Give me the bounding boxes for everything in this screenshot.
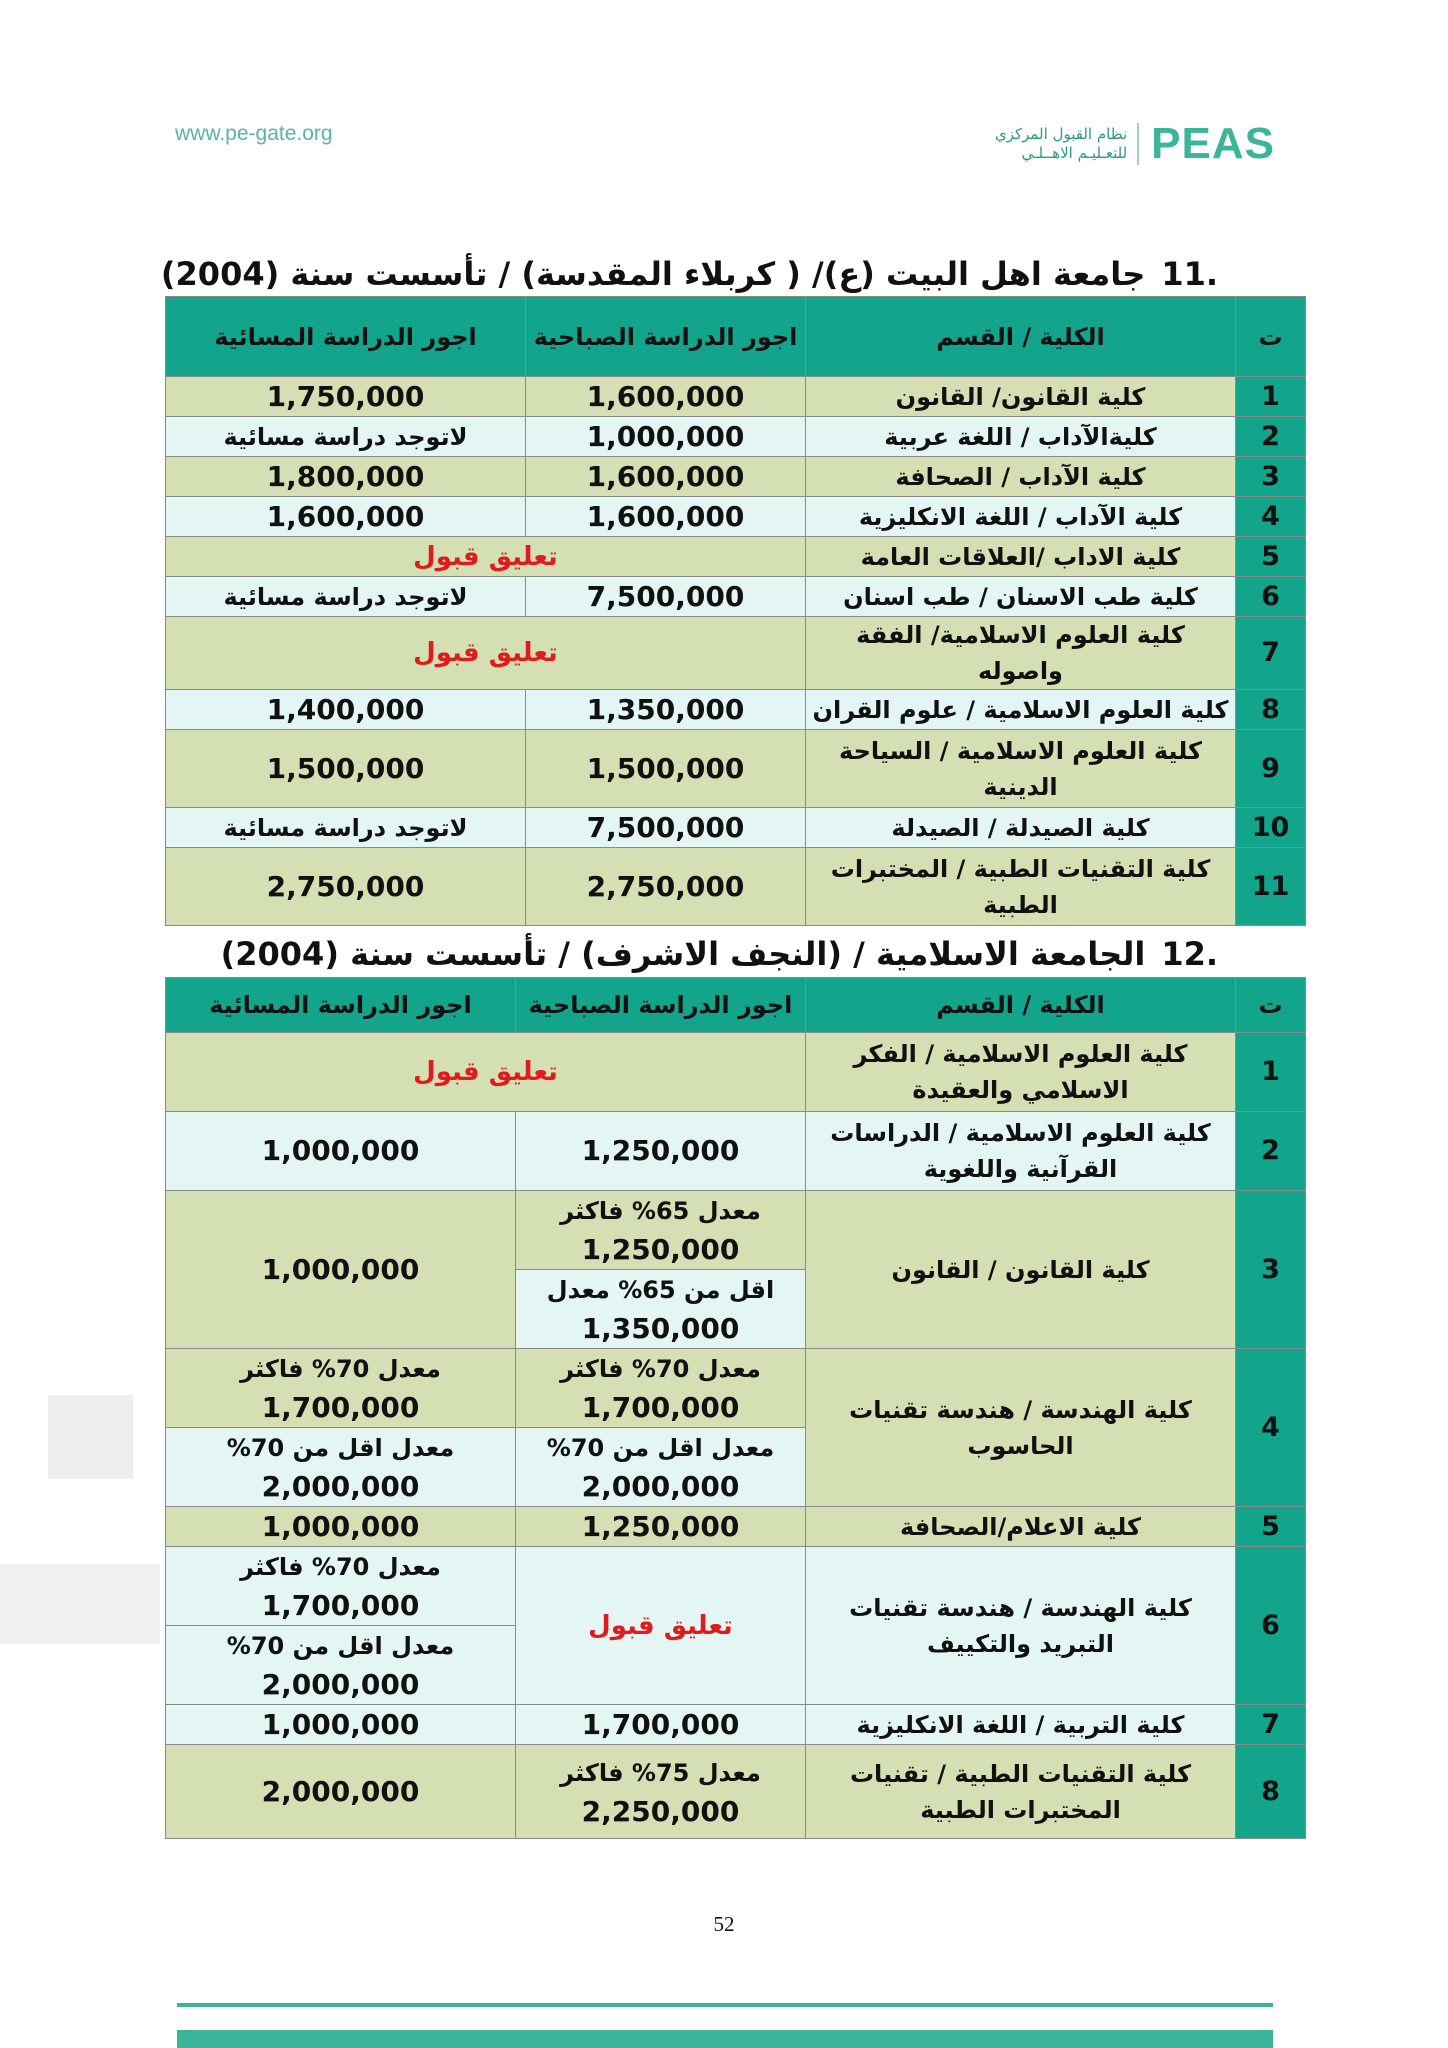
decorative-gray-block — [48, 1395, 133, 1479]
row-number: 1 — [1236, 377, 1306, 417]
row-number: 3 — [1236, 457, 1306, 497]
header-serial: ت — [1236, 297, 1306, 377]
morning-fee-tier — [516, 1745, 806, 1839]
college-cell: كلية التربية / اللغة الانكليزية — [806, 1705, 1236, 1745]
morning-fee: 7,500,000 — [526, 577, 806, 617]
college-cell: كلية الاداب /العلاقات العامة — [806, 537, 1236, 577]
section-12-title — [221, 934, 1218, 974]
evening-fee: 1,800,000 — [166, 457, 526, 497]
college-cell: كلية الاعلام/الصحافة — [806, 1507, 1236, 1547]
row-number: 6 — [1236, 1547, 1306, 1705]
table-row — [166, 1033, 1306, 1112]
row-number: 2 — [1236, 1112, 1306, 1191]
evening-fee-tier — [166, 1547, 516, 1626]
evening-fee: 2,000,000 — [166, 1745, 516, 1839]
tier-label: معدل 70% فاكثر — [240, 1355, 441, 1383]
morning-fee: 1,700,000 — [516, 1705, 806, 1745]
tier-amount: 1,700,000 — [581, 1391, 740, 1424]
table-row — [166, 1349, 1306, 1428]
tier-amount: 2,250,000 — [581, 1794, 740, 1828]
morning-fee-tier — [516, 1191, 806, 1270]
college-cell: كلية العلوم الاسلامية/ الفقة واصوله — [806, 617, 1236, 690]
tier-amount: 1,250,000 — [581, 1233, 740, 1266]
section-number: .12 — [1161, 935, 1218, 973]
evening-fee-tier — [166, 1626, 516, 1705]
evening-fee: 1,500,000 — [166, 730, 526, 808]
college-cell: كلية الآداب / اللغة الانكليزية — [806, 497, 1236, 537]
footer-bar — [177, 2030, 1273, 2048]
evening-fee: 1,000,000 — [166, 1705, 516, 1745]
tier-label: معدل اقل من 70% — [546, 1434, 775, 1462]
evening-fee: 1,000,000 — [166, 1507, 516, 1547]
row-number: 4 — [1236, 1349, 1306, 1507]
admission-suspended: تعليق قبول — [166, 537, 806, 577]
header-serial: ت — [1236, 978, 1306, 1033]
table-row — [166, 537, 1306, 577]
evening-fee: 1,000,000 — [166, 1191, 516, 1349]
row-number: 2 — [1236, 417, 1306, 457]
section-11-title — [161, 254, 1218, 294]
evening-fee: 1,400,000 — [166, 690, 526, 730]
header-morning-fees: اجور الدراسة الصباحية — [516, 978, 806, 1033]
footer-divider — [177, 2003, 1273, 2007]
morning-fee: 7,500,000 — [526, 808, 806, 848]
row-number: 6 — [1236, 577, 1306, 617]
table-header-row — [166, 978, 1306, 1033]
college-cell: كلية الهندسة / هندسة تقنيات التبريد والتكييف — [806, 1547, 1236, 1705]
header-evening-fees: اجور الدراسة المسائية — [166, 297, 526, 377]
row-number: 10 — [1236, 808, 1306, 848]
college-cell: كلية التقنيات الطبية / تقنيات المختبرات الطبية — [806, 1745, 1236, 1839]
table-row — [166, 1112, 1306, 1191]
row-number: 9 — [1236, 730, 1306, 808]
tier-amount: 2,000,000 — [581, 1470, 740, 1503]
morning-fee: 1,250,000 — [516, 1507, 806, 1547]
tier-label: معدل اقل من 70% — [226, 1632, 455, 1660]
college-cell: كلية الصيدلة / الصيدلة — [806, 808, 1236, 848]
tier-label: معدل اقل من 70% — [226, 1434, 455, 1462]
tier-label: معدل 65% فاكثر — [560, 1197, 761, 1225]
evening-fee: 1,750,000 — [166, 377, 526, 417]
evening-fee: لاتوجد دراسة مسائية — [166, 417, 526, 457]
morning-fee: 1,600,000 — [526, 497, 806, 537]
row-number: 1 — [1236, 1033, 1306, 1112]
evening-fee: لاتوجد دراسة مسائية — [166, 577, 526, 617]
morning-fee: 1,350,000 — [526, 690, 806, 730]
morning-fee: 1,000,000 — [526, 417, 806, 457]
table-row — [166, 1507, 1306, 1547]
morning-fee: 1,600,000 — [526, 457, 806, 497]
tier-amount: 2,000,000 — [261, 1470, 420, 1503]
tier-amount: 1,700,000 — [261, 1589, 420, 1622]
row-number: 8 — [1236, 690, 1306, 730]
morning-fee: 1,600,000 — [526, 377, 806, 417]
table-row — [166, 377, 1306, 417]
row-number: 3 — [1236, 1191, 1306, 1349]
evening-fee: لاتوجد دراسة مسائية — [166, 808, 526, 848]
college-cell: كلية التقنيات الطبية / المختبرات الطبية — [806, 848, 1236, 926]
logo-wordmark: PEAS — [1151, 119, 1275, 168]
row-number: 5 — [1236, 537, 1306, 577]
morning-fee-tier — [516, 1349, 806, 1428]
college-cell: كلية العلوم الاسلامية / الفكر الاسلامي والعقيدة — [806, 1033, 1236, 1112]
table-row — [166, 1745, 1306, 1839]
peas-logo — [995, 118, 1275, 170]
tier-amount: 1,700,000 — [261, 1391, 420, 1424]
admission-suspended: تعليق قبول — [166, 1033, 806, 1112]
table-row — [166, 730, 1306, 808]
header-college: الكلية / القسم — [806, 978, 1236, 1033]
fees-table-islamic-university — [165, 977, 1306, 1839]
college-cell: كلية العلوم الاسلامية / علوم القران — [806, 690, 1236, 730]
table-row — [166, 848, 1306, 926]
morning-fee: 1,500,000 — [526, 730, 806, 808]
tier-label: معدل 75% فاكثر — [560, 1758, 761, 1787]
college-cell: كلية الهندسة / هندسة تقنيات الحاسوب — [806, 1349, 1236, 1507]
evening-fee: 1,000,000 — [166, 1112, 516, 1191]
section-heading: جامعة اهل البيت (ع)/ ( كربلاء المقدسة) / تأسست سنة (2004) — [160, 255, 1146, 293]
college-cell: كلية طب الاسنان / طب اسنان — [806, 577, 1236, 617]
evening-fee: 1,600,000 — [166, 497, 526, 537]
row-number: 11 — [1236, 848, 1306, 926]
row-number: 4 — [1236, 497, 1306, 537]
morning-fee-tier — [516, 1270, 806, 1349]
section-number: .11 — [1161, 255, 1218, 293]
page-number: 52 — [713, 1912, 735, 1936]
morning-fee: 1,250,000 — [516, 1112, 806, 1191]
tier-label: اقل من 65% معدل — [546, 1276, 775, 1304]
decorative-gray-block — [0, 1564, 160, 1644]
header-college: الكلية / القسم — [806, 297, 1236, 377]
table-row — [166, 617, 1306, 690]
site-url[interactable]: www.pe-gate.org — [175, 122, 333, 145]
logo-separator — [1137, 123, 1139, 165]
table-row — [166, 1547, 1306, 1626]
tier-label: معدل 70% فاكثر — [240, 1553, 441, 1581]
table-row — [166, 808, 1306, 848]
table-row — [166, 497, 1306, 537]
college-cell: كلية العلوم الاسلامية / الدراسات القرآنية واللغوية — [806, 1112, 1236, 1191]
table-row — [166, 417, 1306, 457]
row-number: 5 — [1236, 1507, 1306, 1547]
evening-fee-tier — [166, 1349, 516, 1428]
logo-arabic-text: نظام القبول المركزي للتعـليـم الاهــلـي — [994, 125, 1128, 162]
tier-label: معدل 70% فاكثر — [560, 1355, 761, 1383]
evening-fee: 2,750,000 — [166, 848, 526, 926]
row-number: 8 — [1236, 1745, 1306, 1839]
admission-suspended: تعليق قبول — [516, 1547, 806, 1705]
table-row — [166, 690, 1306, 730]
table-row — [166, 457, 1306, 497]
college-cell: كلية الآداب / الصحافة — [806, 457, 1236, 497]
evening-fee-tier — [166, 1428, 516, 1507]
morning-fee-tier — [516, 1428, 806, 1507]
table-row — [166, 1191, 1306, 1270]
row-number: 7 — [1236, 617, 1306, 690]
college-cell: كليةالآداب / اللغة عربية — [806, 417, 1236, 457]
header-evening-fees: اجور الدراسة المسائية — [166, 978, 516, 1033]
tier-amount: 2,000,000 — [261, 1668, 420, 1701]
fees-table-ahl-al-bayt — [165, 296, 1306, 926]
row-number: 7 — [1236, 1705, 1306, 1745]
tier-amount: 1,350,000 — [581, 1312, 740, 1345]
section-heading: الجامعة الاسلامية / (النجف الاشرف) / تأسست سنة (2004) — [220, 935, 1146, 973]
college-cell: كلية القانون / القانون — [806, 1191, 1236, 1349]
table-row — [166, 577, 1306, 617]
morning-fee: 2,750,000 — [526, 848, 806, 926]
table-row — [166, 1705, 1306, 1745]
admission-suspended: تعليق قبول — [166, 617, 806, 690]
college-cell: كلية العلوم الاسلامية / السياحة الدينية — [806, 730, 1236, 808]
header-morning-fees: اجور الدراسة الصباحية — [526, 297, 806, 377]
table-header-row — [166, 297, 1306, 377]
college-cell: كلية القانون/ القانون — [806, 377, 1236, 417]
